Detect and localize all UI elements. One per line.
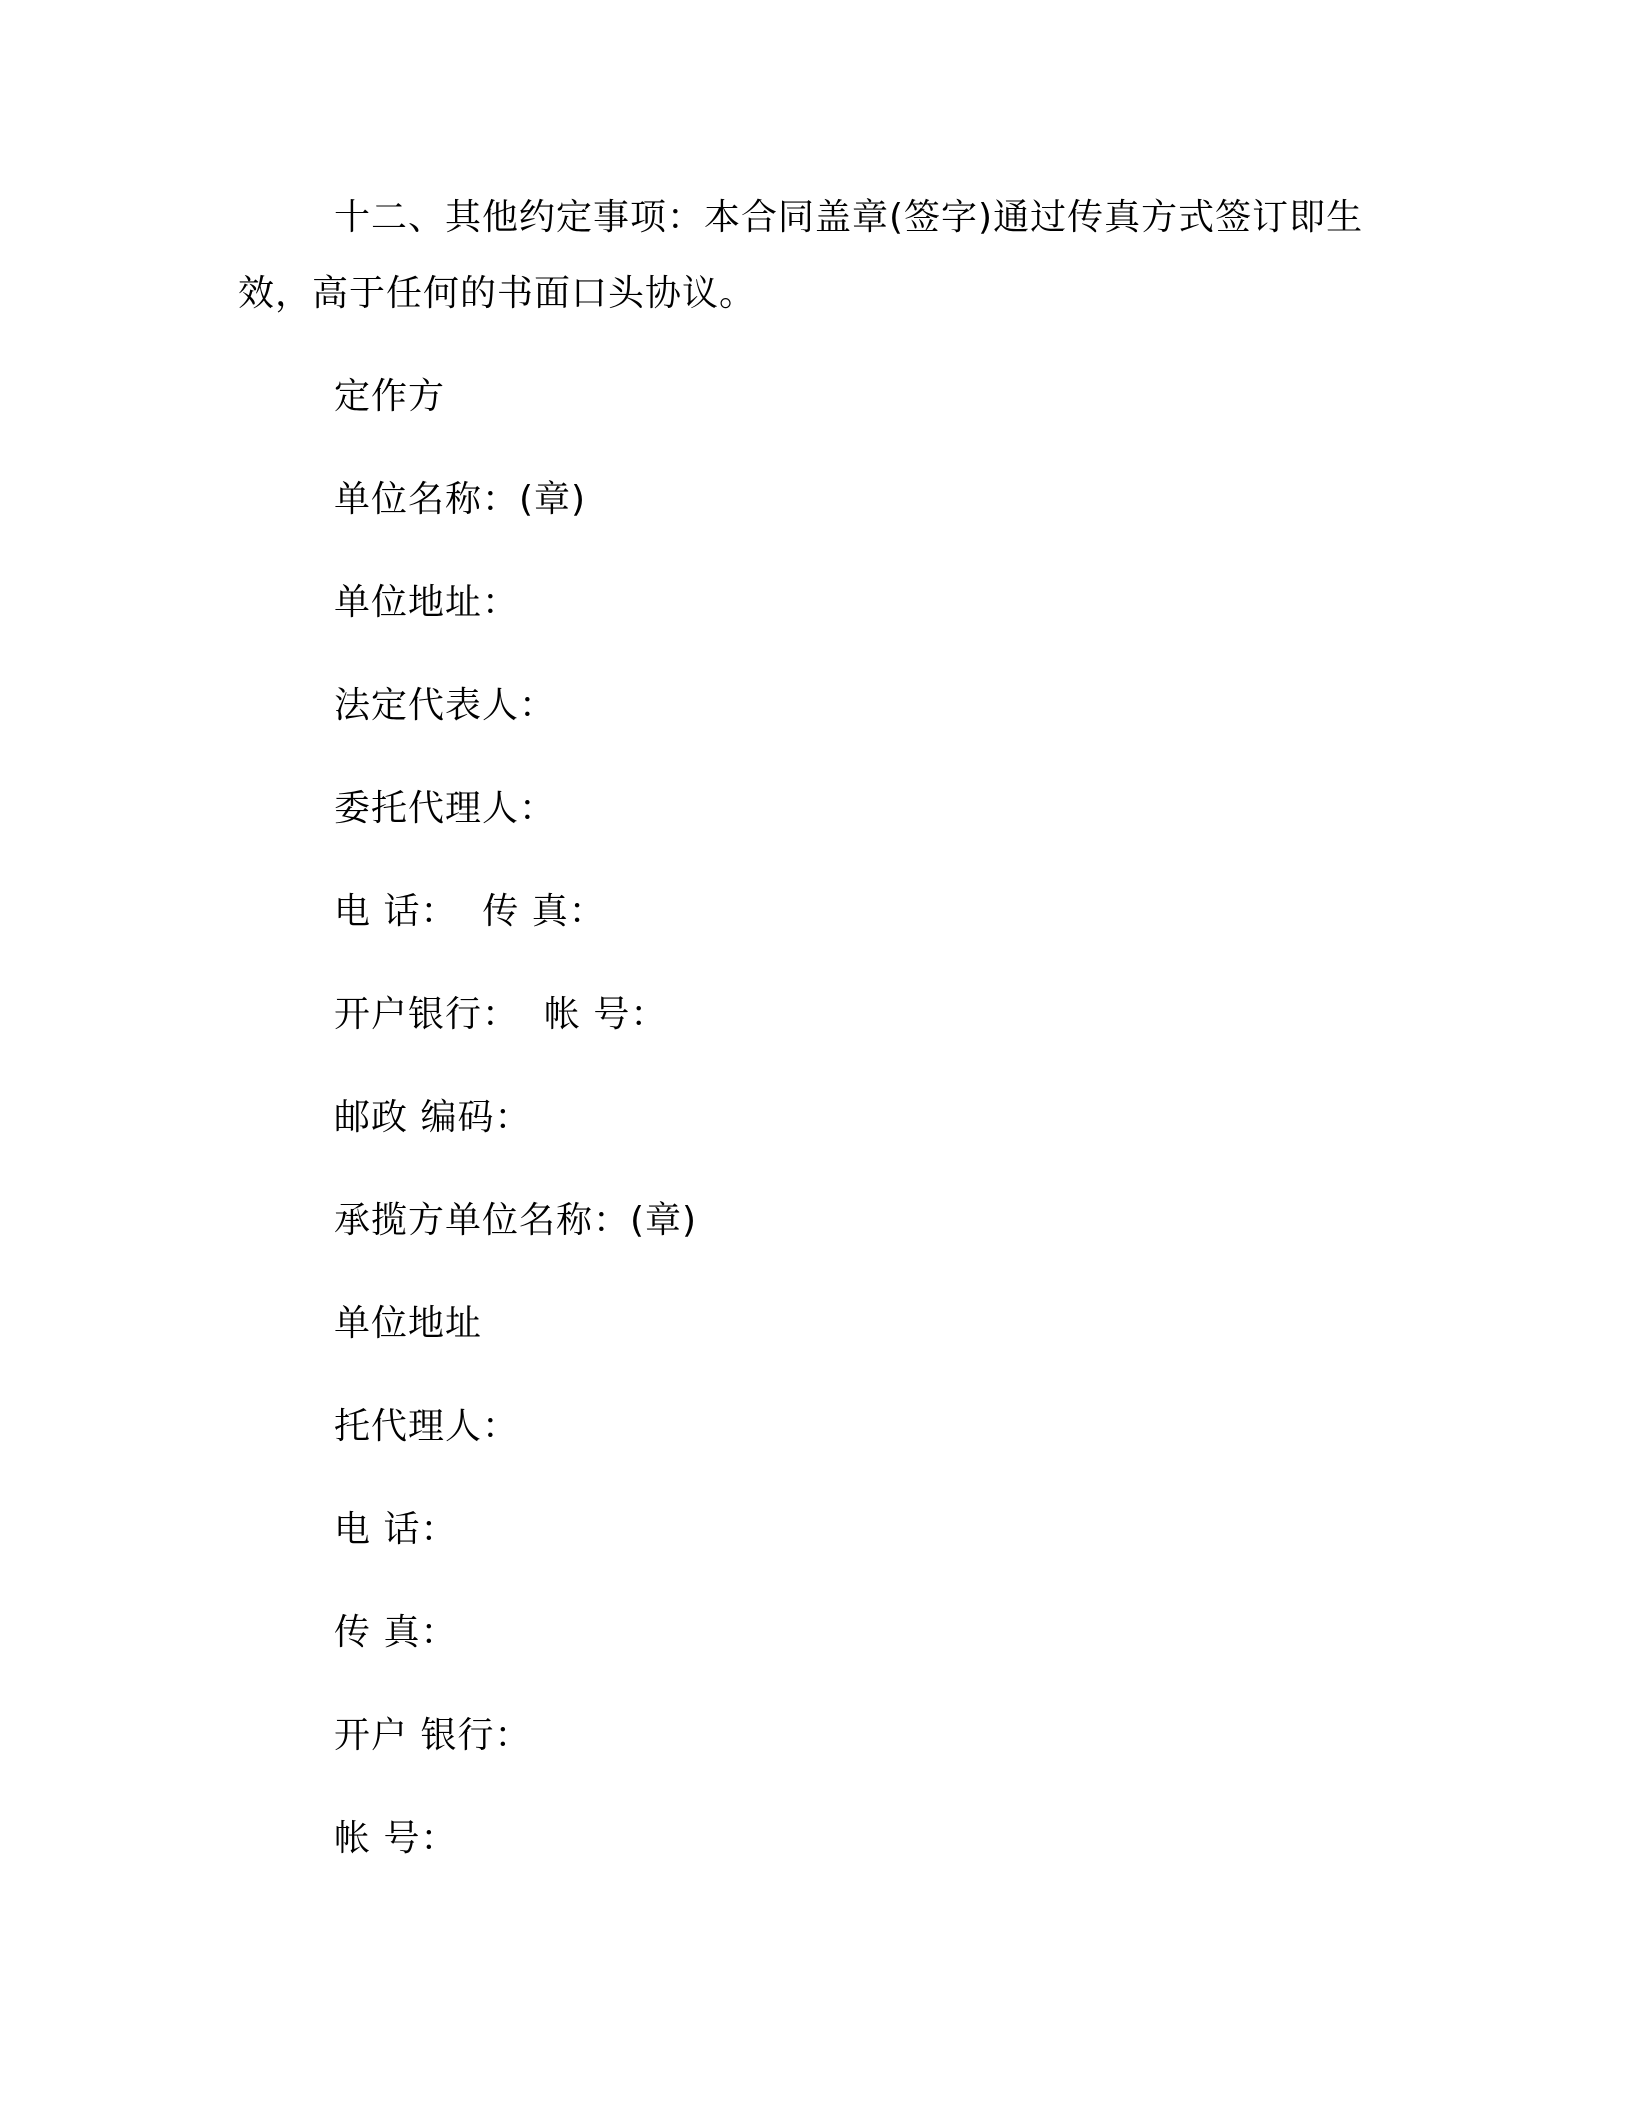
orderer-phone-fax: 电 话： 传 真： — [334, 891, 606, 932]
undertaker-unit-address: 单位地址 — [334, 1303, 483, 1344]
other-terms-paragraph: 十二、其他约定事项：本合同盖章(签字)通过传真方式签订即生效，高于任何的书面口头协议。 — [238, 197, 1364, 314]
undertaker-agent: 托代理人： — [334, 1406, 520, 1447]
orderer-bank-account: 开户银行： 帐 号： — [334, 994, 668, 1035]
undertaker-unit-name: 承揽方单位名称：(章) — [334, 1200, 698, 1241]
orderer-unit-address: 单位地址： — [334, 582, 520, 623]
orderer-authorized-agent: 委托代理人： — [334, 788, 557, 829]
orderer-postal-code: 邮政 编码： — [334, 1097, 532, 1138]
undertaker-phone: 电 话： — [334, 1509, 458, 1550]
undertaker-account: 帐 号： — [334, 1818, 458, 1859]
orderer-legal-representative: 法定代表人： — [334, 685, 557, 726]
undertaker-fax: 传 真： — [334, 1612, 458, 1653]
orderer-unit-name: 单位名称：(章) — [334, 479, 587, 520]
undertaker-bank: 开户 银行： — [334, 1715, 532, 1756]
contractor-heading: 定作方 — [334, 376, 446, 417]
